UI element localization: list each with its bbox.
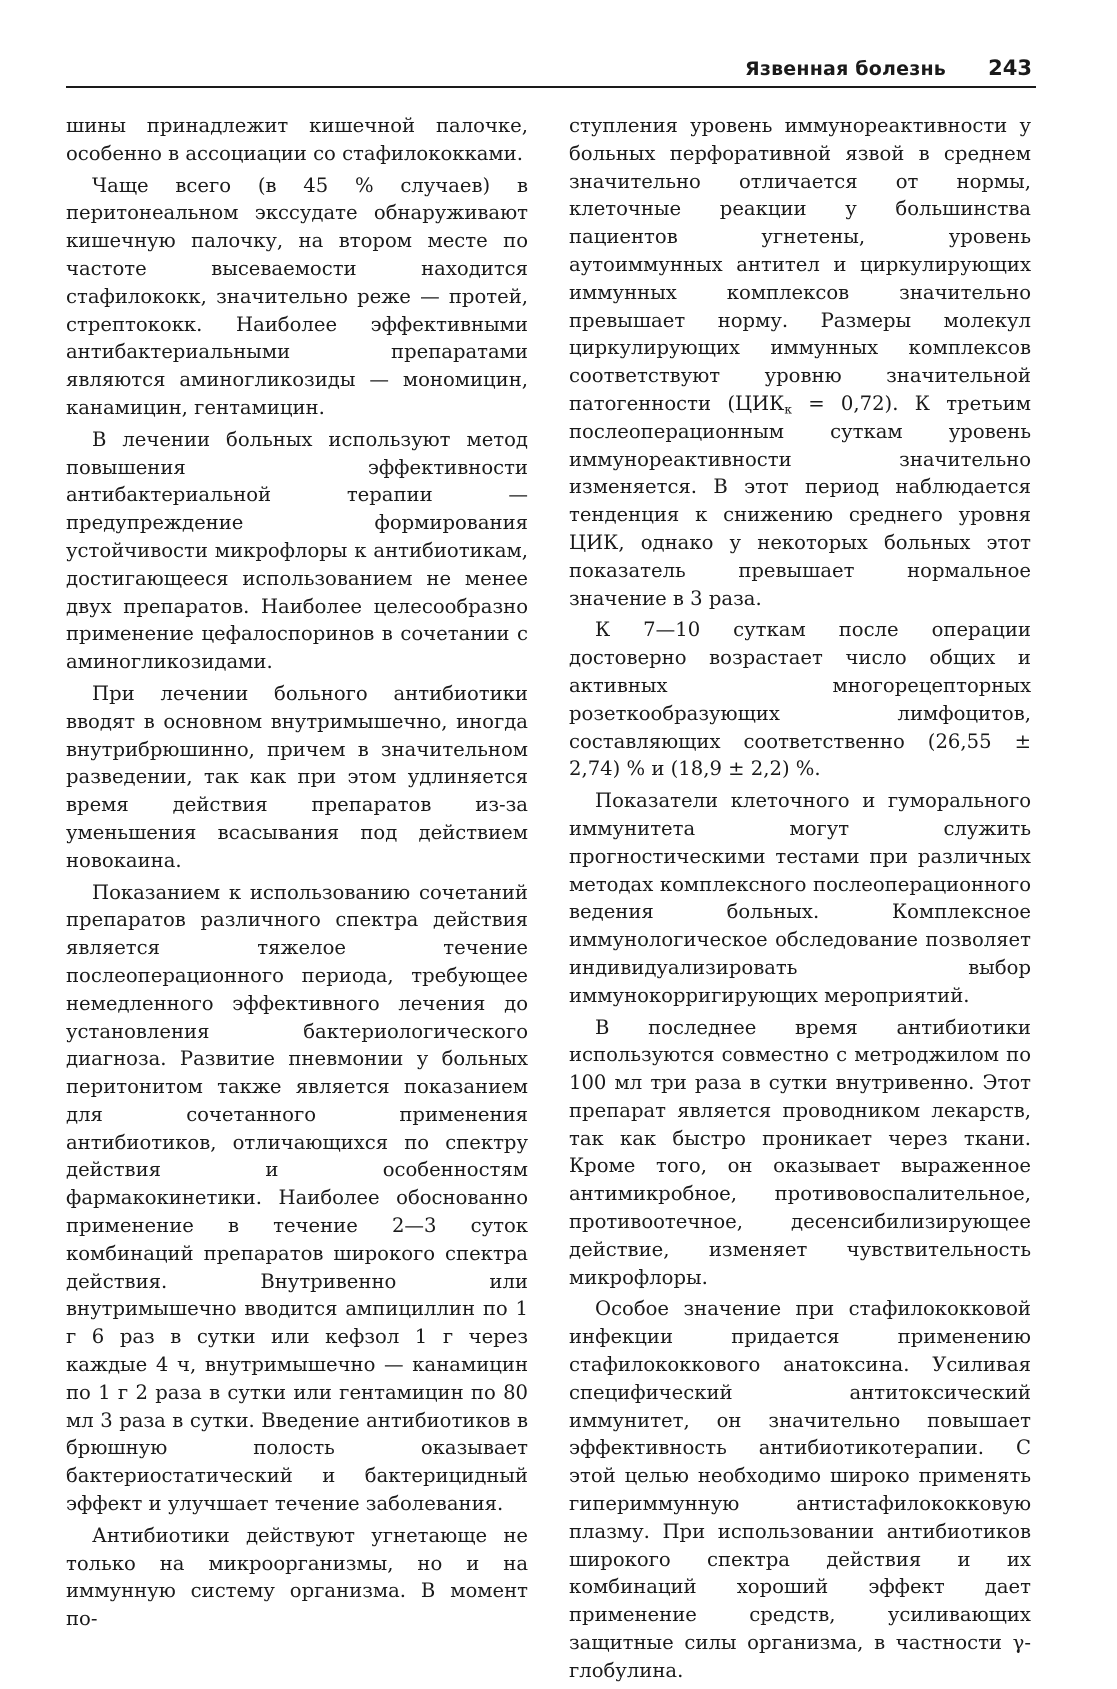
paragraph: При лечении больного антибиотики вводят в основном внутримышечно, иногда внутрибрюшинно, причем в значительном разведении, так как при этом удлиняется время действия препаратов из-за уменьшения всасывания под действием новокаина.: [66, 681, 528, 872]
paragraph: шины принадлежит кишечной палочке, особенно в ассоциации со стафилококками.: [66, 114, 528, 165]
paragraph: В последнее время антибиотики используются совместно с метроджилом по 100 мл три раза в сутки внутривенно. Этот препарат является проводником лекарств, так как быстро проникает через ткани. Кроме того, он оказывает выраженное антимикробное, противовоспалительное, противоотечное, десенсибилизирующее действие, изменяет чувствительность микрофлоры.: [569, 1015, 1031, 1289]
text-run: ступления уровень иммунореактивности у больных перфоративной язвой в среднем значительно отличается от нормы, клеточные реакции у большинства пациентов угнетены, уровень аутоиммунных антител и циркулирующих иммунных комплексов значительно превышает норму. Размеры молекул циркулирующих иммунных комплексов соответствуют уровню значительной патогенности (ЦИК: [569, 114, 1031, 415]
paragraph: [569, 112, 1031, 612]
paragraph: Показатели клеточного и гуморального иммунитета могут служить прогностическими тестами при различных методах комплексного послеоперационного ведения больных. Комплексное иммунологическое обследование позволяет индивидуализировать выбор иммунокорригирующих мероприятий.: [569, 789, 1031, 1007]
text-run: = 0,72). К третьим послеоперационным суткам уровень иммунореактивности значительно изменяется. В этот период наблюдается тенденция к снижению среднего уровня ЦИК, однако у некоторых больных этот показатель превышает нормальное значение в 3 раза.: [569, 391, 1031, 610]
page-number: 243: [988, 56, 1032, 80]
subscript: к: [784, 402, 792, 417]
paragraph: В лечении больных используют метод повышения эффективности антибактериальной терапии — предупреждение формирования устойчивости микрофлоры к антибиотикам, достигающееся использованием не менее двух препаратов. Наиболее целесообразно применение цефалоспоринов в сочетании с аминогликозидами.: [66, 427, 528, 674]
paragraph: Чаще всего (в 45 % случаев) в перитонеальном экссудате обнаруживают кишечную палочку, на втором месте по частоте высеваемости находится стафилококк, значительно реже — протей, стрептококк. Наиболее эффективными антибактериальными препаратами являются аминогликозиды — мономицин, канамицин, гентамицин.: [66, 173, 528, 419]
running-title: Язвенная болезнь: [745, 58, 946, 80]
paragraph: Особое значение при стафилококковой инфекции придается применению стафилококкового анатоксина. Усиливая специфический антитоксический иммунитет, он значительно повышает эффективность антибиотикотерапии. С этой целью необходимо широко применять гипериммунную антистафилококковую плазму. При использовании антибиотиков широкого спектра действия и их комбинаций хороший эффект дает применение средств, усиливающих защитные силы организма, в частности γ-глобулина.: [569, 1297, 1031, 1682]
page-header: [66, 56, 1036, 88]
left-column: [66, 112, 528, 1637]
paragraph: К 7—10 суткам после операции достоверно возрастает число общих и активных многорецепторных розеткообразующих лимфоцитов, составляющих соответственно (26,55 ± 2,74) % и (18,9 ± 2,2) %.: [569, 618, 1031, 781]
right-column: [569, 112, 1031, 1689]
paragraph: Антибиотики действуют угнетающе не только на микроорганизмы, но и на иммунную систему организма. В момент по-: [66, 1523, 528, 1631]
paragraph: Показанием к использованию сочетаний препаратов различного спектра действия является тяжелое течение послеоперационного периода, требующее немедленного эффективного лечения до установления бактериологического диагноза. Развитие пневмонии у больных перитонитом также является показанием для сочетанного применения антибиотиков, отличающихся по спектру действия и особенностям фармакокинетики. Наиболее обоснованно применение в течение 2—3 суток комбинаций препаратов широкого спектра действия. Внутривенно или внутримышечно вводится ампициллин по 1 г 6 раз в сутки или кефзол 1 г через каждые 4 ч, внутримышечно — канамицин по 1 г 2 раза в сутки или гентамицин по 80 мл 3 раза в сутки. Введение антибиотиков в брюшную полость оказывает бактериостатический и бактерицидный эффект и улучшает течение заболевания.: [66, 880, 528, 1516]
